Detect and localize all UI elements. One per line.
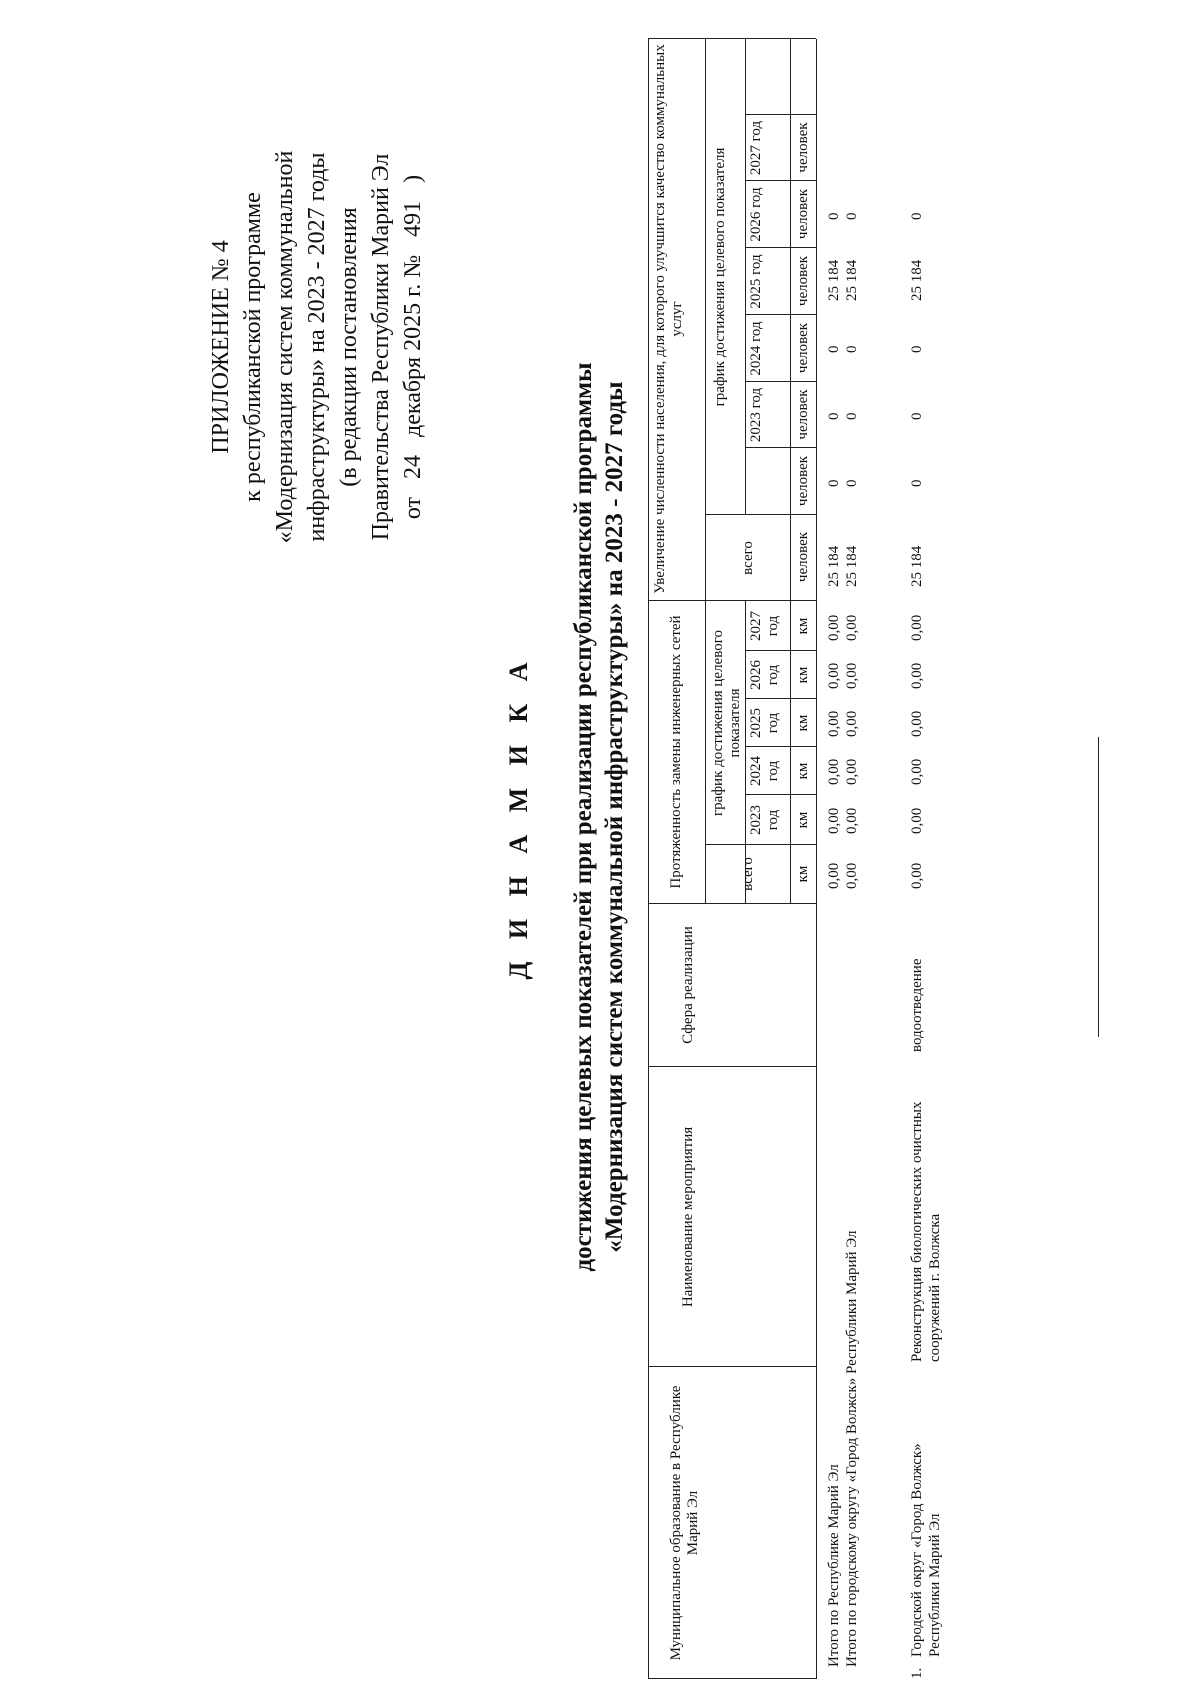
unit-people: человек	[795, 188, 811, 240]
col-line	[745, 746, 816, 747]
row1-people-2025: 0	[844, 345, 860, 353]
date-prefix: от	[400, 496, 426, 520]
header-bottom-border	[816, 39, 817, 1679]
row2-km-2025: 0,00	[909, 710, 925, 737]
unit-people: человек	[795, 122, 811, 173]
row-measure: Реконструкция биологических очистных сооружений г. Волжска	[909, 1101, 943, 1362]
date-rest: декабря 2025 г. №	[400, 254, 426, 437]
document-title: Д И Н А М И К А	[504, 654, 533, 980]
row1-people-2027: 0	[844, 212, 860, 220]
document-subtitle	[568, 157, 630, 1477]
appendix-line: инфраструктуры» на 2023 - 2027 годы	[304, 152, 330, 542]
km-year-header: 2027 год	[748, 611, 781, 641]
subtitle-line-2: «Модернизация систем коммунальной инфраструктуры» на 2023 - 2027 годы	[601, 381, 628, 1253]
header-networks-schedule: график достижения целевого показателя	[710, 630, 743, 816]
row0-people-2023: 0	[826, 479, 842, 487]
unit-people: человек	[795, 255, 811, 307]
col-line	[648, 1678, 816, 1679]
row2-km-2023: 0,00	[909, 807, 925, 834]
row1-km-2025: 0,00	[844, 710, 860, 737]
km-year-header: 2023 год	[748, 805, 781, 835]
row0-km-2027: 0,00	[826, 614, 842, 641]
row0-people-total: 25 184	[826, 545, 842, 587]
row0-km-2026: 0,00	[826, 662, 842, 689]
row1-people-total: 25 184	[844, 545, 860, 587]
table-row-label: Итого по Республике Марий Эл	[826, 1464, 842, 1667]
row1-people-2023: 0	[844, 479, 860, 487]
unit-km: км	[795, 617, 811, 635]
unit-people: человек	[795, 455, 811, 507]
row-number: 1.	[909, 1667, 925, 1679]
header-line	[790, 601, 791, 904]
km-year-header: 2025 год	[748, 708, 781, 738]
appendix-line: к республиканской программе	[240, 192, 266, 502]
header-line	[705, 39, 706, 601]
row0-people-2027: 0	[826, 212, 842, 220]
row0-people-2024: 0	[826, 412, 842, 420]
header-municipality: Муниципальное образование в Республике Марий Эл	[668, 1385, 701, 1661]
people-year-header: 2026 год	[748, 187, 764, 242]
row0-km-2025: 0,00	[826, 710, 842, 737]
header-population: Увеличение численности населения, для которого улучшится качество коммунальных услуг	[652, 44, 685, 594]
row2-km-total: 0,00	[909, 862, 925, 889]
row2-km-2027: 0,00	[909, 614, 925, 641]
row2-km-2026: 0,00	[909, 662, 925, 689]
header-population-schedule: график достижения целевого показателя	[712, 147, 728, 407]
header-line	[705, 601, 706, 904]
unit-people: человек	[795, 389, 811, 440]
people-year-header: 2023 год	[748, 387, 764, 443]
unit-km: км	[795, 762, 811, 780]
date-day: 24	[400, 454, 426, 479]
appendix-line: «Модернизация систем коммунальной	[272, 150, 298, 544]
row0-km-2023: 0,00	[826, 807, 842, 834]
col-line	[745, 650, 816, 651]
people-year-header: 2027 год	[748, 120, 764, 176]
row-municipality: Городской округ «Город Волжск» Республики Марий Эл	[909, 1443, 943, 1657]
header-networks-total: всего	[740, 857, 756, 891]
row1-km-total: 0,00	[844, 862, 860, 889]
header-sphere: Сфера реализации	[680, 926, 696, 1044]
appendix-line: (в редакции постановления	[336, 207, 362, 487]
row2-people-total: 25 184	[909, 545, 925, 587]
col-line	[745, 794, 816, 795]
km-year-header: 2026 год	[748, 660, 781, 690]
row1-people-2024: 0	[844, 412, 860, 420]
appendix-title: ПРИЛОЖЕНИЕ № 4	[208, 240, 234, 454]
row2-people-2023: 0	[909, 479, 925, 487]
appendix-line: Правительства Республики Марий Эл	[368, 153, 394, 541]
header-measure: Наименование мероприятия	[680, 1126, 696, 1308]
header-networks: Протяженность замены инженерных сетей	[668, 615, 684, 889]
unit-people: человек	[795, 531, 811, 583]
row1-km-2027: 0,00	[844, 614, 860, 641]
unit-km: км	[795, 666, 811, 684]
row0-km-2024: 0,00	[826, 758, 842, 785]
people-year-header: 2025 год	[748, 254, 764, 309]
col-line	[648, 38, 816, 39]
subtitle-line-1: достижения целевых показателей при реализации республиканской программы	[570, 362, 597, 1272]
row1-km-2026: 0,00	[844, 662, 860, 689]
row2-km-2024: 0,00	[909, 758, 925, 785]
row1-people-2026: 25 184	[844, 259, 860, 301]
unit-km: км	[795, 714, 811, 732]
row-sphere: водоотведение	[909, 958, 925, 1052]
col-line	[705, 844, 816, 845]
appendix-date-line	[397, 57, 429, 637]
row0-km-total: 0,00	[826, 862, 842, 889]
col-line	[745, 698, 816, 699]
row0-people-2026: 25 184	[826, 259, 842, 301]
table-top-border	[648, 39, 649, 1679]
row2-people-2027: 0	[909, 212, 925, 220]
km-year-header: 2024 год	[748, 756, 781, 786]
row2-people-2024: 0	[909, 412, 925, 420]
close-paren: )	[400, 174, 426, 183]
row1-km-2023: 0,00	[844, 807, 860, 834]
header-line	[745, 39, 746, 515]
header-line	[790, 39, 791, 601]
row2-people-2025: 0	[909, 345, 925, 353]
col-line	[648, 1366, 816, 1367]
table-row-label: Итого по городскому округу «Город Волжск» Республики Марий Эл	[844, 1230, 860, 1667]
row0-people-2025: 0	[826, 345, 842, 353]
footer-separator	[1098, 737, 1099, 1037]
unit-people: человек	[795, 322, 811, 374]
row2-people-2026: 25 184	[909, 259, 925, 301]
doc-number: 491	[400, 200, 426, 237]
row1-km-2024: 0,00	[844, 758, 860, 785]
col-line	[648, 1066, 816, 1067]
unit-km: км	[795, 865, 811, 883]
header-population-total: всего	[740, 541, 756, 575]
appendix-block	[205, 57, 429, 637]
unit-km: км	[795, 811, 811, 829]
people-year-header: 2024 год	[748, 321, 764, 376]
